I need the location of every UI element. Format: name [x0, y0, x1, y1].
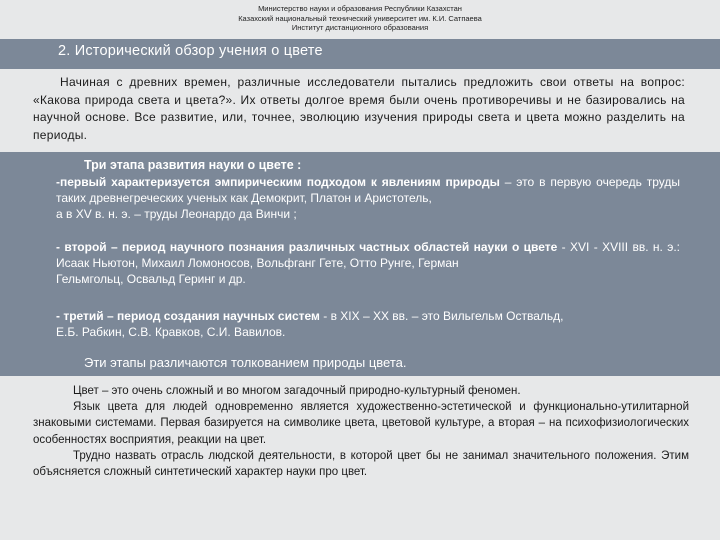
- intro-paragraph-block: [33, 74, 685, 144]
- stages-summary: Эти этапы различаются толкованием природы цвета.: [84, 355, 407, 370]
- body-text-block: [33, 383, 689, 480]
- stage-third-heading: - третий – период создания научных систем: [56, 309, 320, 323]
- page-title: 2. Исторический обзор учения о цвете: [58, 43, 323, 59]
- stages-panel: [0, 152, 720, 376]
- stage-third-last: Е.Б. Рабкин, С.В. Кравков, С.И. Вавилов.: [56, 325, 286, 339]
- body-paragraph-3: Трудно назвать отрасль людской деятельности, в которой цвет бы не занимал значительного положения. Этим объясняется сложный синтетический характер науки про цвет.: [33, 449, 689, 479]
- body-paragraph-2: Язык цвета для людей одновременно является художественно-эстетической и функционально-утилитарной знаковыми системами. Первая базируется на символике цвета, цветовой культуре, а вторая – на психофизиологических особенностях восприятия, реакции на цвет.: [33, 401, 689, 446]
- stage-third-text: - в XIX – XX вв. – это Вильгельм Оствальд,: [319, 309, 564, 323]
- stage-first-text: – это в первую очередь труды таких древнегреческих ученых как Демокрит, Платон и Аристотель,: [56, 175, 680, 205]
- header-institute: Институт дистанционного образования: [291, 23, 429, 32]
- stage-second-heading: - второй – период научного познания различных частных областей науки о цвете: [56, 240, 558, 254]
- intro-paragraph: Начиная с древних времен, различные исследователи пытались предложить свои ответы на вопрос: «Какова природа света и цвета?». Их ответы долгое время были очень противоречивы и не базировались на научной основе. Все развитие, или, точнее, эволюцию изучения природы света и цвета можно разделить на периоды.: [33, 75, 685, 142]
- stage-second: [56, 239, 680, 287]
- stage-second-last: Гельмгольц, Освальд Геринг и др.: [56, 272, 246, 286]
- header-ministry: Министерство науки и образования Республики Казахстан: [258, 4, 462, 13]
- institution-header: [0, 0, 720, 42]
- stages-title: Три этапа развития науки о цвете :: [84, 158, 302, 172]
- stage-second-main: [56, 239, 680, 271]
- stage-third-main: [56, 308, 680, 324]
- stage-first-main: [56, 174, 680, 206]
- body-paragraph-1: Цвет – это очень сложный и во многом загадочный природно-культурный феномен.: [73, 385, 521, 397]
- title-bar: [0, 39, 720, 69]
- stage-second-text: - XVI - XVIII вв. н. э.: Исаак Ньютон, Михаил Ломоносов, Вольфганг Гете, Отто Рунге, Герман: [56, 240, 680, 270]
- stage-first-heading: -первый характеризуется эмпирическим подходом к явлениям природы: [56, 175, 500, 189]
- stage-first: [56, 174, 680, 222]
- header-university: Казахский национальный технический университет им. К.И. Сатпаева: [238, 13, 482, 23]
- stage-third: [56, 308, 680, 340]
- stage-first-last: а в XV в. н. э. – труды Леонардо да Винчи ;: [56, 207, 297, 221]
